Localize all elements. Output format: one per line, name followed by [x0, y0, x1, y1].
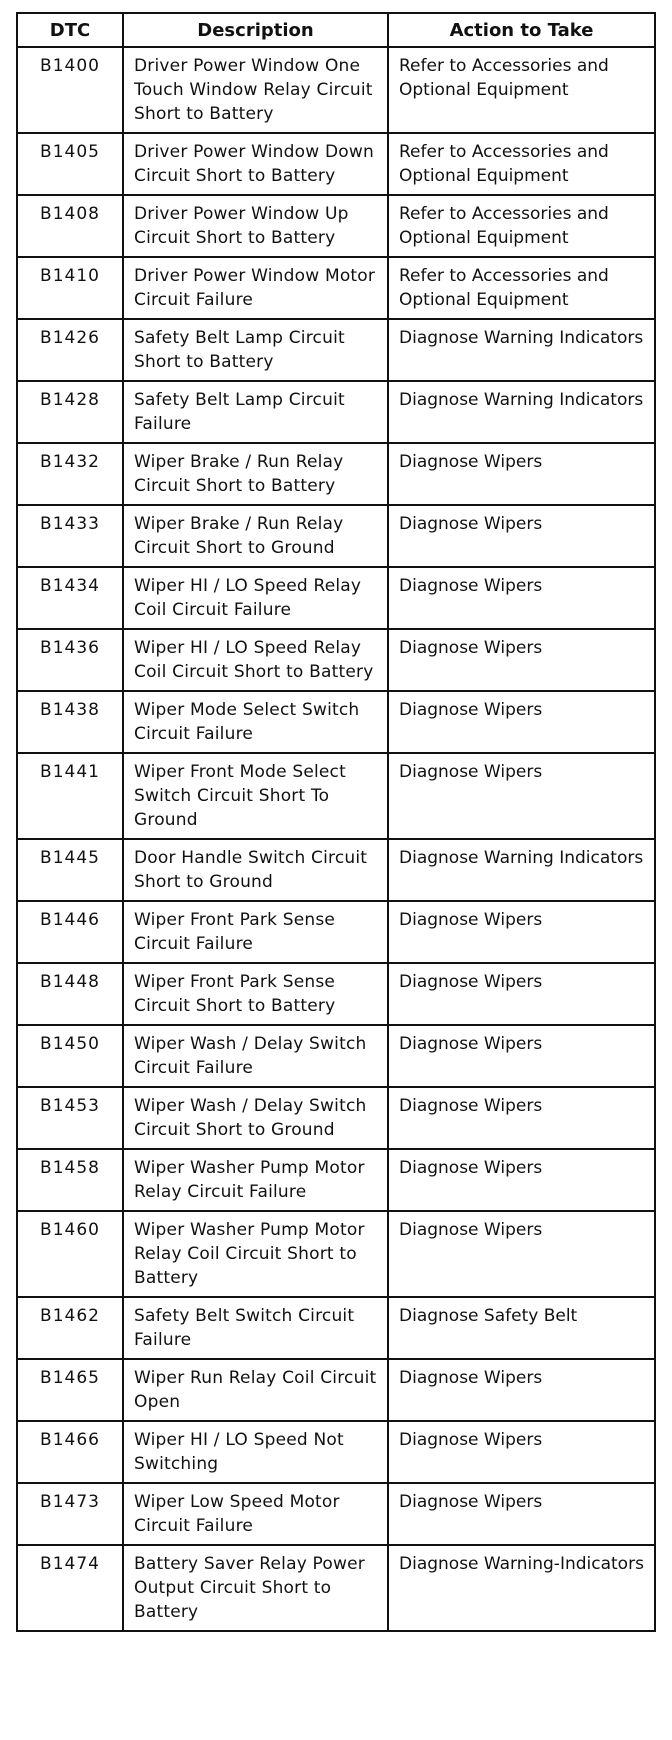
table-row	[17, 1297, 655, 1359]
action-cell: Diagnose Warning Indicators	[388, 839, 655, 901]
description-cell: Battery Saver Relay Power Output Circuit Short to Battery	[123, 1545, 388, 1631]
description-cell: Driver Power Window Down Circuit Short to Battery	[123, 133, 388, 195]
table-row	[17, 443, 655, 505]
action-cell: Diagnose Wipers	[388, 963, 655, 1025]
dtc-cell: B1436	[17, 629, 123, 691]
dtc-cell: B1426	[17, 319, 123, 381]
action-cell: Diagnose Wipers	[388, 1025, 655, 1087]
action-cell: Diagnose Wipers	[388, 505, 655, 567]
description-cell: Wiper HI / LO Speed Relay Coil Circuit Short to Battery	[123, 629, 388, 691]
dtc-cell: B1460	[17, 1211, 123, 1297]
dtc-cell: B1473	[17, 1483, 123, 1545]
action-cell: Diagnose Warning Indicators	[388, 319, 655, 381]
dtc-table-container	[16, 12, 654, 1632]
description-cell: Wiper Mode Select Switch Circuit Failure	[123, 691, 388, 753]
dtc-cell: B1453	[17, 1087, 123, 1149]
action-cell: Diagnose Wipers	[388, 1087, 655, 1149]
table-row	[17, 629, 655, 691]
description-cell: Safety Belt Switch Circuit Failure	[123, 1297, 388, 1359]
dtc-cell: B1445	[17, 839, 123, 901]
table-row	[17, 691, 655, 753]
dtc-cell: B1465	[17, 1359, 123, 1421]
dtc-cell: B1432	[17, 443, 123, 505]
action-cell: Diagnose Wipers	[388, 691, 655, 753]
description-cell: Door Handle Switch Circuit Short to Ground	[123, 839, 388, 901]
action-cell: Refer to Accessories and Optional Equipment	[388, 257, 655, 319]
table-row	[17, 839, 655, 901]
dtc-cell: B1474	[17, 1545, 123, 1631]
description-cell: Wiper Front Mode Select Switch Circuit Short To Ground	[123, 753, 388, 839]
table-row	[17, 195, 655, 257]
dtc-cell: B1438	[17, 691, 123, 753]
description-cell: Wiper Wash / Delay Switch Circuit Short to Ground	[123, 1087, 388, 1149]
description-cell: Wiper Brake / Run Relay Circuit Short to Battery	[123, 443, 388, 505]
description-cell: Wiper Brake / Run Relay Circuit Short to Ground	[123, 505, 388, 567]
dtc-cell: B1428	[17, 381, 123, 443]
action-cell: Diagnose Safety Belt	[388, 1297, 655, 1359]
action-cell: Refer to Accessories and Optional Equipment	[388, 47, 655, 133]
header-row	[17, 13, 655, 47]
table-row	[17, 1483, 655, 1545]
table-row	[17, 1421, 655, 1483]
table-row	[17, 257, 655, 319]
table-row	[17, 901, 655, 963]
dtc-cell: B1450	[17, 1025, 123, 1087]
table-row	[17, 319, 655, 381]
description-cell: Driver Power Window Motor Circuit Failure	[123, 257, 388, 319]
table-row	[17, 1359, 655, 1421]
table-row	[17, 963, 655, 1025]
description-cell: Wiper HI / LO Speed Not Switching	[123, 1421, 388, 1483]
description-cell: Wiper Washer Pump Motor Relay Coil Circuit Short to Battery	[123, 1211, 388, 1297]
header-action: Action to Take	[388, 13, 655, 47]
description-cell: Driver Power Window Up Circuit Short to Battery	[123, 195, 388, 257]
dtc-cell: B1400	[17, 47, 123, 133]
table-row	[17, 133, 655, 195]
description-cell: Safety Belt Lamp Circuit Short to Battery	[123, 319, 388, 381]
dtc-cell: B1405	[17, 133, 123, 195]
action-cell: Diagnose Wipers	[388, 1421, 655, 1483]
dtc-cell: B1462	[17, 1297, 123, 1359]
description-cell: Wiper Front Park Sense Circuit Short to Battery	[123, 963, 388, 1025]
table-row	[17, 1211, 655, 1297]
dtc-cell: B1458	[17, 1149, 123, 1211]
description-cell: Driver Power Window One Touch Window Relay Circuit Short to Battery	[123, 47, 388, 133]
dtc-cell: B1448	[17, 963, 123, 1025]
action-cell: Diagnose Warning Indicators	[388, 381, 655, 443]
action-cell: Diagnose Wipers	[388, 753, 655, 839]
description-cell: Wiper Wash / Delay Switch Circuit Failure	[123, 1025, 388, 1087]
dtc-cell: B1433	[17, 505, 123, 567]
dtc-cell: B1408	[17, 195, 123, 257]
dtc-cell: B1446	[17, 901, 123, 963]
table-row	[17, 505, 655, 567]
action-cell: Diagnose Wipers	[388, 1359, 655, 1421]
action-cell: Diagnose Wipers	[388, 443, 655, 505]
action-cell: Diagnose Wipers	[388, 567, 655, 629]
description-cell: Wiper Washer Pump Motor Relay Circuit Failure	[123, 1149, 388, 1211]
table-row	[17, 753, 655, 839]
action-cell: Diagnose Wipers	[388, 901, 655, 963]
action-cell: Diagnose Wipers	[388, 1211, 655, 1297]
action-cell: Refer to Accessories and Optional Equipment	[388, 195, 655, 257]
table-row	[17, 381, 655, 443]
table-body	[17, 47, 655, 1631]
action-cell: Refer to Accessories and Optional Equipment	[388, 133, 655, 195]
action-cell: Diagnose Wipers	[388, 1149, 655, 1211]
header-description: Description	[123, 13, 388, 47]
description-cell: Safety Belt Lamp Circuit Failure	[123, 381, 388, 443]
table-row	[17, 1545, 655, 1631]
description-cell: Wiper HI / LO Speed Relay Coil Circuit Failure	[123, 567, 388, 629]
table-row	[17, 1149, 655, 1211]
table-row	[17, 47, 655, 133]
header-dtc: DTC	[17, 13, 123, 47]
table-row	[17, 1025, 655, 1087]
table-row	[17, 567, 655, 629]
description-cell: Wiper Low Speed Motor Circuit Failure	[123, 1483, 388, 1545]
table-header	[17, 13, 655, 47]
dtc-cell: B1434	[17, 567, 123, 629]
table-row	[17, 1087, 655, 1149]
action-cell: Diagnose Warning-Indicators	[388, 1545, 655, 1631]
dtc-cell: B1441	[17, 753, 123, 839]
dtc-table	[16, 12, 656, 1632]
action-cell: Diagnose Wipers	[388, 1483, 655, 1545]
description-cell: Wiper Run Relay Coil Circuit Open	[123, 1359, 388, 1421]
action-cell: Diagnose Wipers	[388, 629, 655, 691]
description-cell: Wiper Front Park Sense Circuit Failure	[123, 901, 388, 963]
dtc-cell: B1466	[17, 1421, 123, 1483]
dtc-cell: B1410	[17, 257, 123, 319]
